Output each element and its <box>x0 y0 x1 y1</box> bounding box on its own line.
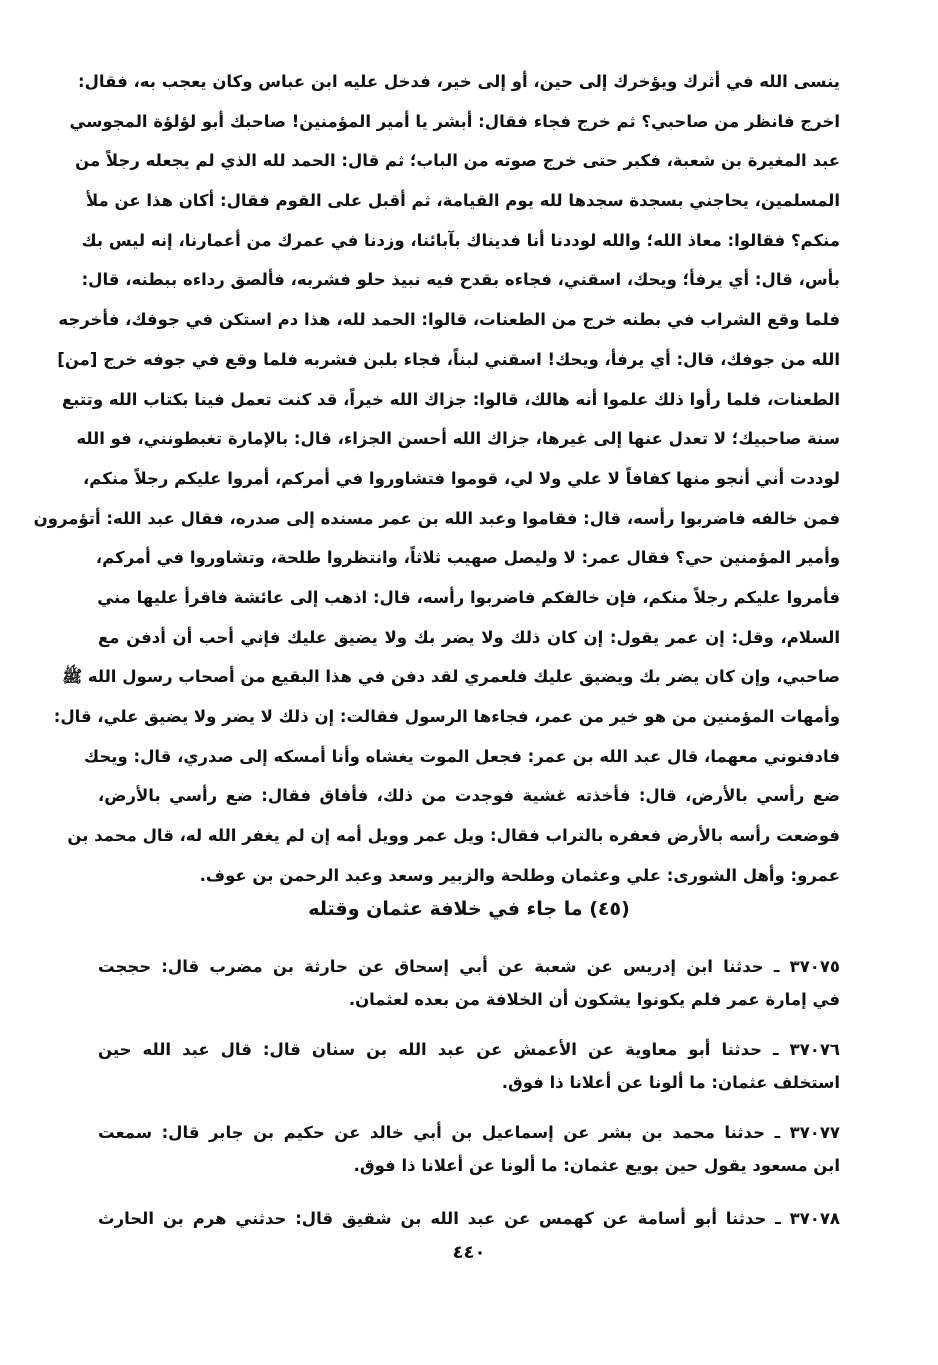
text-line: منكم؟ فقالوا: معاذ الله؛ والله لوددنا أنا فديناك بآبائنا، وزدنا في عمرك من أعمارنا، إنه ليس بك <box>81 230 840 250</box>
text-line: ضع رأسي بالأرض، قال: فأخذته غشية فوجدت من ذلك، فأفاق فقال: ضع رأسي بالأرض، <box>98 786 840 806</box>
text-line: ينسى الله في أثرك ويؤخرك إلى حين، أو إلى خير، فدخل عليه ابن عباس وكان يعجب به، فقال: <box>77 72 840 91</box>
text-line: ابن مسعود يقول حين بويع عثمان: ما ألونا عن أعلانا ذا فوق. <box>353 1156 840 1175</box>
main-text-block <box>33 62 840 895</box>
text-line: ٣٧٠٧٥ ـ حدثنا ابن إدريس عن شعبة عن أبي إسحاق عن حارثة بن مضرب قال: حججت <box>98 957 840 976</box>
text-line: بأس، قال: أي يرفأ؛ ويحك، اسقني، فجاءه بقدح فيه نبيذ حلو فشربه، فألصق رداءه ببطنه، قال: <box>81 270 840 290</box>
text-line: ٣٧٠٧٧ ـ حدثنا محمد بن بشر عن إسماعيل بن أبي خالد عن حكيم بن جابر قال: سمعت <box>98 1123 840 1142</box>
text-line: اخرج فانظر من صاحبي؟ ثم خرج فجاء فقال: أبشر يا أمير المؤمنين! صاحبك أبو لؤلؤة المجوسي <box>69 111 840 131</box>
section-heading: (٤٥) ما جاء في خلافة عثمان وقتله <box>308 898 630 920</box>
text-line: في إمارة عمر فلم يكونوا يشكون أن الخلافة من بعده لعثمان. <box>348 990 840 1009</box>
hadith-37077 <box>98 1116 840 1182</box>
text-line: عمرو: وأهل الشورى: علي وعثمان وطلحة والزبير وسعد وعبد الرحمن بن عوف. <box>199 865 840 885</box>
text-line: فادفنوني معهما، قال عبد الله بن عمر: فجعل الموت يغشاه وأنا أمسكه إلى صدري، قال: ويحك <box>84 746 840 766</box>
text-line: صاحبي، وإن كان يضر بك ويضيق عليك فلعمري لقد دفن في هذا البقيع من أصحاب رسول الله ﷺ <box>62 667 840 687</box>
hadith-37075 <box>98 950 840 1016</box>
hadith-37078 <box>98 1202 840 1235</box>
text-line: فلما وقع الشراب في بطنه خرج من الطعنات، قالوا: الحمد لله، هذا دم استكن في جوفك، فأخرجه <box>58 310 840 330</box>
text-line: استخلف عثمان: ما ألونا عن أعلانا ذا فوق. <box>501 1073 840 1092</box>
text-line: لوددت أني أنجو منها كفافاً لا علي ولا لي، قوموا فتشاوروا في أمركم، أمروا عليكم رجلاً منكم، <box>83 468 840 488</box>
text-line: فأمروا عليكم رجلاً منكم، فإن خالفكم فاضربوا رأسه، قال: اذهب إلى عائشة فاقرأ عليها مني <box>97 587 840 607</box>
hadith-37076 <box>98 1033 840 1099</box>
page-number: ٤٤٠ <box>452 1242 486 1263</box>
text-line: وأمهات المؤمنين من هو خير من عمر، فجاءها الرسول فقالت: إن ذلك لا يضر ولا يضيق علي، قال: <box>53 707 840 726</box>
text-line: فوضعت رأسه بالأرض فعفره بالتراب فقال: ويل عمر وويل أمه إن لم يغفر الله له، قال محمد بن <box>67 826 840 846</box>
text-line: ٣٧٠٧٦ ـ حدثنا أبو معاوية عن الأعمش عن عبد الله بن سنان قال: قال عبد الله حين <box>98 1040 840 1059</box>
text-line: السلام، وقل: إن عمر يقول: إن كان ذلك ولا يضر بك ولا يضيق عليك فإني أحب أن أدفن مع <box>98 627 840 647</box>
text-line: الطعنات، فلما رأوا ذلك علموا أنه هالك، قالوا: جزاك الله خيراً، قد كنت تعمل فينا بكتاب الله وتتبع <box>61 389 840 409</box>
text-line: المسلمين، يحاجني بسجدة سجدها لله يوم القيامة، ثم أقبل على القوم فقال: أكان هذا عن ملأ <box>85 191 840 211</box>
text-line: عبد المغيرة بن شعبة، فكبر حتى خرج صوته من الباب؛ ثم قال: الحمد لله الذي لم يجعله رجلاً من <box>75 151 840 171</box>
text-line: وأمير المؤمنين حي؟ فقال عمر: لا وليصل صهيب ثلاثاً، وانتظروا طلحة، وتشاوروا في أمركم، <box>95 548 840 568</box>
text-line: سنة صاحبيك؛ لا تعدل عنها إلى غيرها، جزاك الله أحسن الجزاء، قال: بالإمارة تغبطونني، فو الله <box>76 429 840 449</box>
text-line: ٣٧٠٧٨ ـ حدثنا أبو أسامة عن كهمس عن عبد الله بن شقيق قال: حدثني هرم بن الحارث <box>98 1209 840 1228</box>
text-line: الله من جوفك، قال: أي يرفأ، ويحك! اسقني لبناً، فجاء بلبن فشربه فلما وقع في جوفه خرج [من] <box>57 349 840 369</box>
text-line: فمن خالفه فاضربوا رأسه، قال: فقاموا وعبد الله بن عمر مسنده إلى صدره، فقال عبد الله: أتؤمرون <box>33 508 840 528</box>
